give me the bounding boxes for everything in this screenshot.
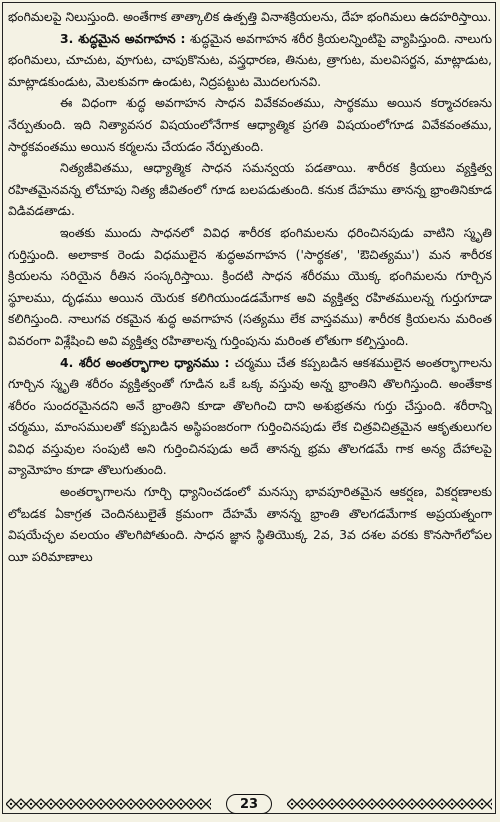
paragraph-text: భంగిమలపై నిలుస్తుంది. అంతేగాక తాత్కాలిక ఉత్పత్తి వినాశక్రియలను, దేహ భంగిమలు ఉదహరిస్తాయి. (8, 9, 492, 24)
paragraph-text: ఈ విధంగా శుద్ధ అవగాహన సాధన వివేకవంతము, సార్థకము అయిన కర్మాచరణను నేర్పుతుంది. ఇది నిత్యావసర విషయంలోనేగాక ఆధ్యాత్మిక ప్రగతి విషయంలోగూడ వివేకవంతము, సార్థకవంతము అయిన కర్మలను చేయడం నేర్పుతుంది. (8, 95, 492, 154)
paragraph-7 (8, 481, 492, 567)
decorative-chain-left (6, 798, 211, 810)
paragraph-text: అంతర్భాగాలను గూర్చి ధ్యానించడంలో మనస్సు భావపూరితమైన ఆకర్షణ, వికర్షణాలకు లోబడక ఏకాగ్రత చెందినటులైతే క్రమంగా దేహమే తానన్న భ్రాంతి తొలగడమేగాక అప్రయత్నంగా విషయేచ్ఛల వలయం తొలగిపోతుంది. సాధన జ్ఞాన స్థితియొక్క 2వ, 3వ దశల వరకు కొనసాగేలోపల యీ పరిమాణాలు (8, 484, 492, 564)
paragraph-text: నిత్యజీవితము, ఆధ్యాత్మిక సాధన సమన్వయ పడతాయి. శారీరక క్రియలు వ్యక్తిత్వ రహితమైనవన్న లోచూపు నిత్య జీవితంలో గూడ బలపడుతుంది. కనుక దేహము తానన్న భ్రాంతినికూడ విడివడతాడు. (8, 160, 492, 219)
paragraph-text: ఇంతకు ముందు సాధనలో వివిధ శారీరక భంగిమలను ధరించినపుడు వాటిని స్మృతి గుర్తిస్తుంది. అలాకాక రెండు విధములైన శుద్ధఅవగాహన ('సార్థకత', 'ఔచిత్యము') మన శారీరక క్రియలను సరియైన రీతిన సంస్కరిస్తాయి. క్రిందటి సాధన శరీరము యొక్క భంగిమలను గూర్చిన స్థూలము, దృఢము అయిన యెరుక కలిగియుండడమేగాక అవి వ్యక్తిత్వ రహితములన్న గుర్తుగూడా కలిగిస్తుంది. నాలుగవ రకమైన శుద్ధ అవగాహన (సత్యము లేక వాస్తవము) శారీరక క్రియలను మరింత వివరంగా విశ్లేషించి అవి వ్యక్తిత్వ రహితాలన్న గుర్తింపును మరింత లోతుగా కల్పిస్తుంది. (8, 224, 492, 348)
paragraph-6 (8, 352, 492, 482)
paragraph-text: శుద్ధమైన అవగాహన శరీర క్రియలన్నింటిపై వ్యాపిస్తుంది. నాలుగు భంగిమలు, చూచుట, వూగుట, చాపుకొనుట, వస్త్రధారణ, తినుట, త్రాగుట, మలవిసర్జన, మాట్లాడుట, మాట్లాడకుండుట, మెలకువగా ఉండుట, నిద్రపట్టుట మొదలగునవి. (8, 30, 492, 89)
paragraph-2 (8, 28, 492, 93)
page-number: 23 (226, 794, 272, 814)
paragraph-5 (8, 222, 492, 352)
paragraph-text: చర్మము చేత కప్పబడిన ఆకశములైన అంతర్భాగాలను గూర్చిన స్మృతి శరీరం వ్యక్తిత్వంతో గూడిన ఒకే ఒక్క వస్తువు అన్న భ్రాంతిని తొలగిస్తుంది. అంతేకాక శరీరం సుందరమైనదని అనే భ్రాంతిని కూడా తొలగించి దాని అశుభ్రతను గుర్తు చేస్తుంది. శరీరాన్ని చర్మము, మాంసములతో కప్పబడిన అస్థిపంజరంగా గుర్తించినపుడు లేక చిత్రవిచిత్రమైన ఆకృతులుగల వివిధ వస్తువుల సంపుటి అని గుర్తించినపుడు అదే తానన్న భ్రమ తొలగడమే గాక అన్య దేహాలపై వ్యామోహం కూడా తొలుగుతుంది. (8, 354, 492, 478)
section-heading: 3. శుద్ధమైన అవగాహన : (60, 30, 186, 46)
paragraph-1 (8, 6, 492, 28)
decorative-chain-right (287, 798, 492, 810)
page-body (8, 6, 492, 784)
footer-border (2, 792, 496, 816)
paragraph-3 (8, 92, 492, 157)
paragraph-4 (8, 157, 492, 222)
section-heading: 4. శరీర అంతర్భాగాల ధ్యానము : (60, 354, 230, 370)
